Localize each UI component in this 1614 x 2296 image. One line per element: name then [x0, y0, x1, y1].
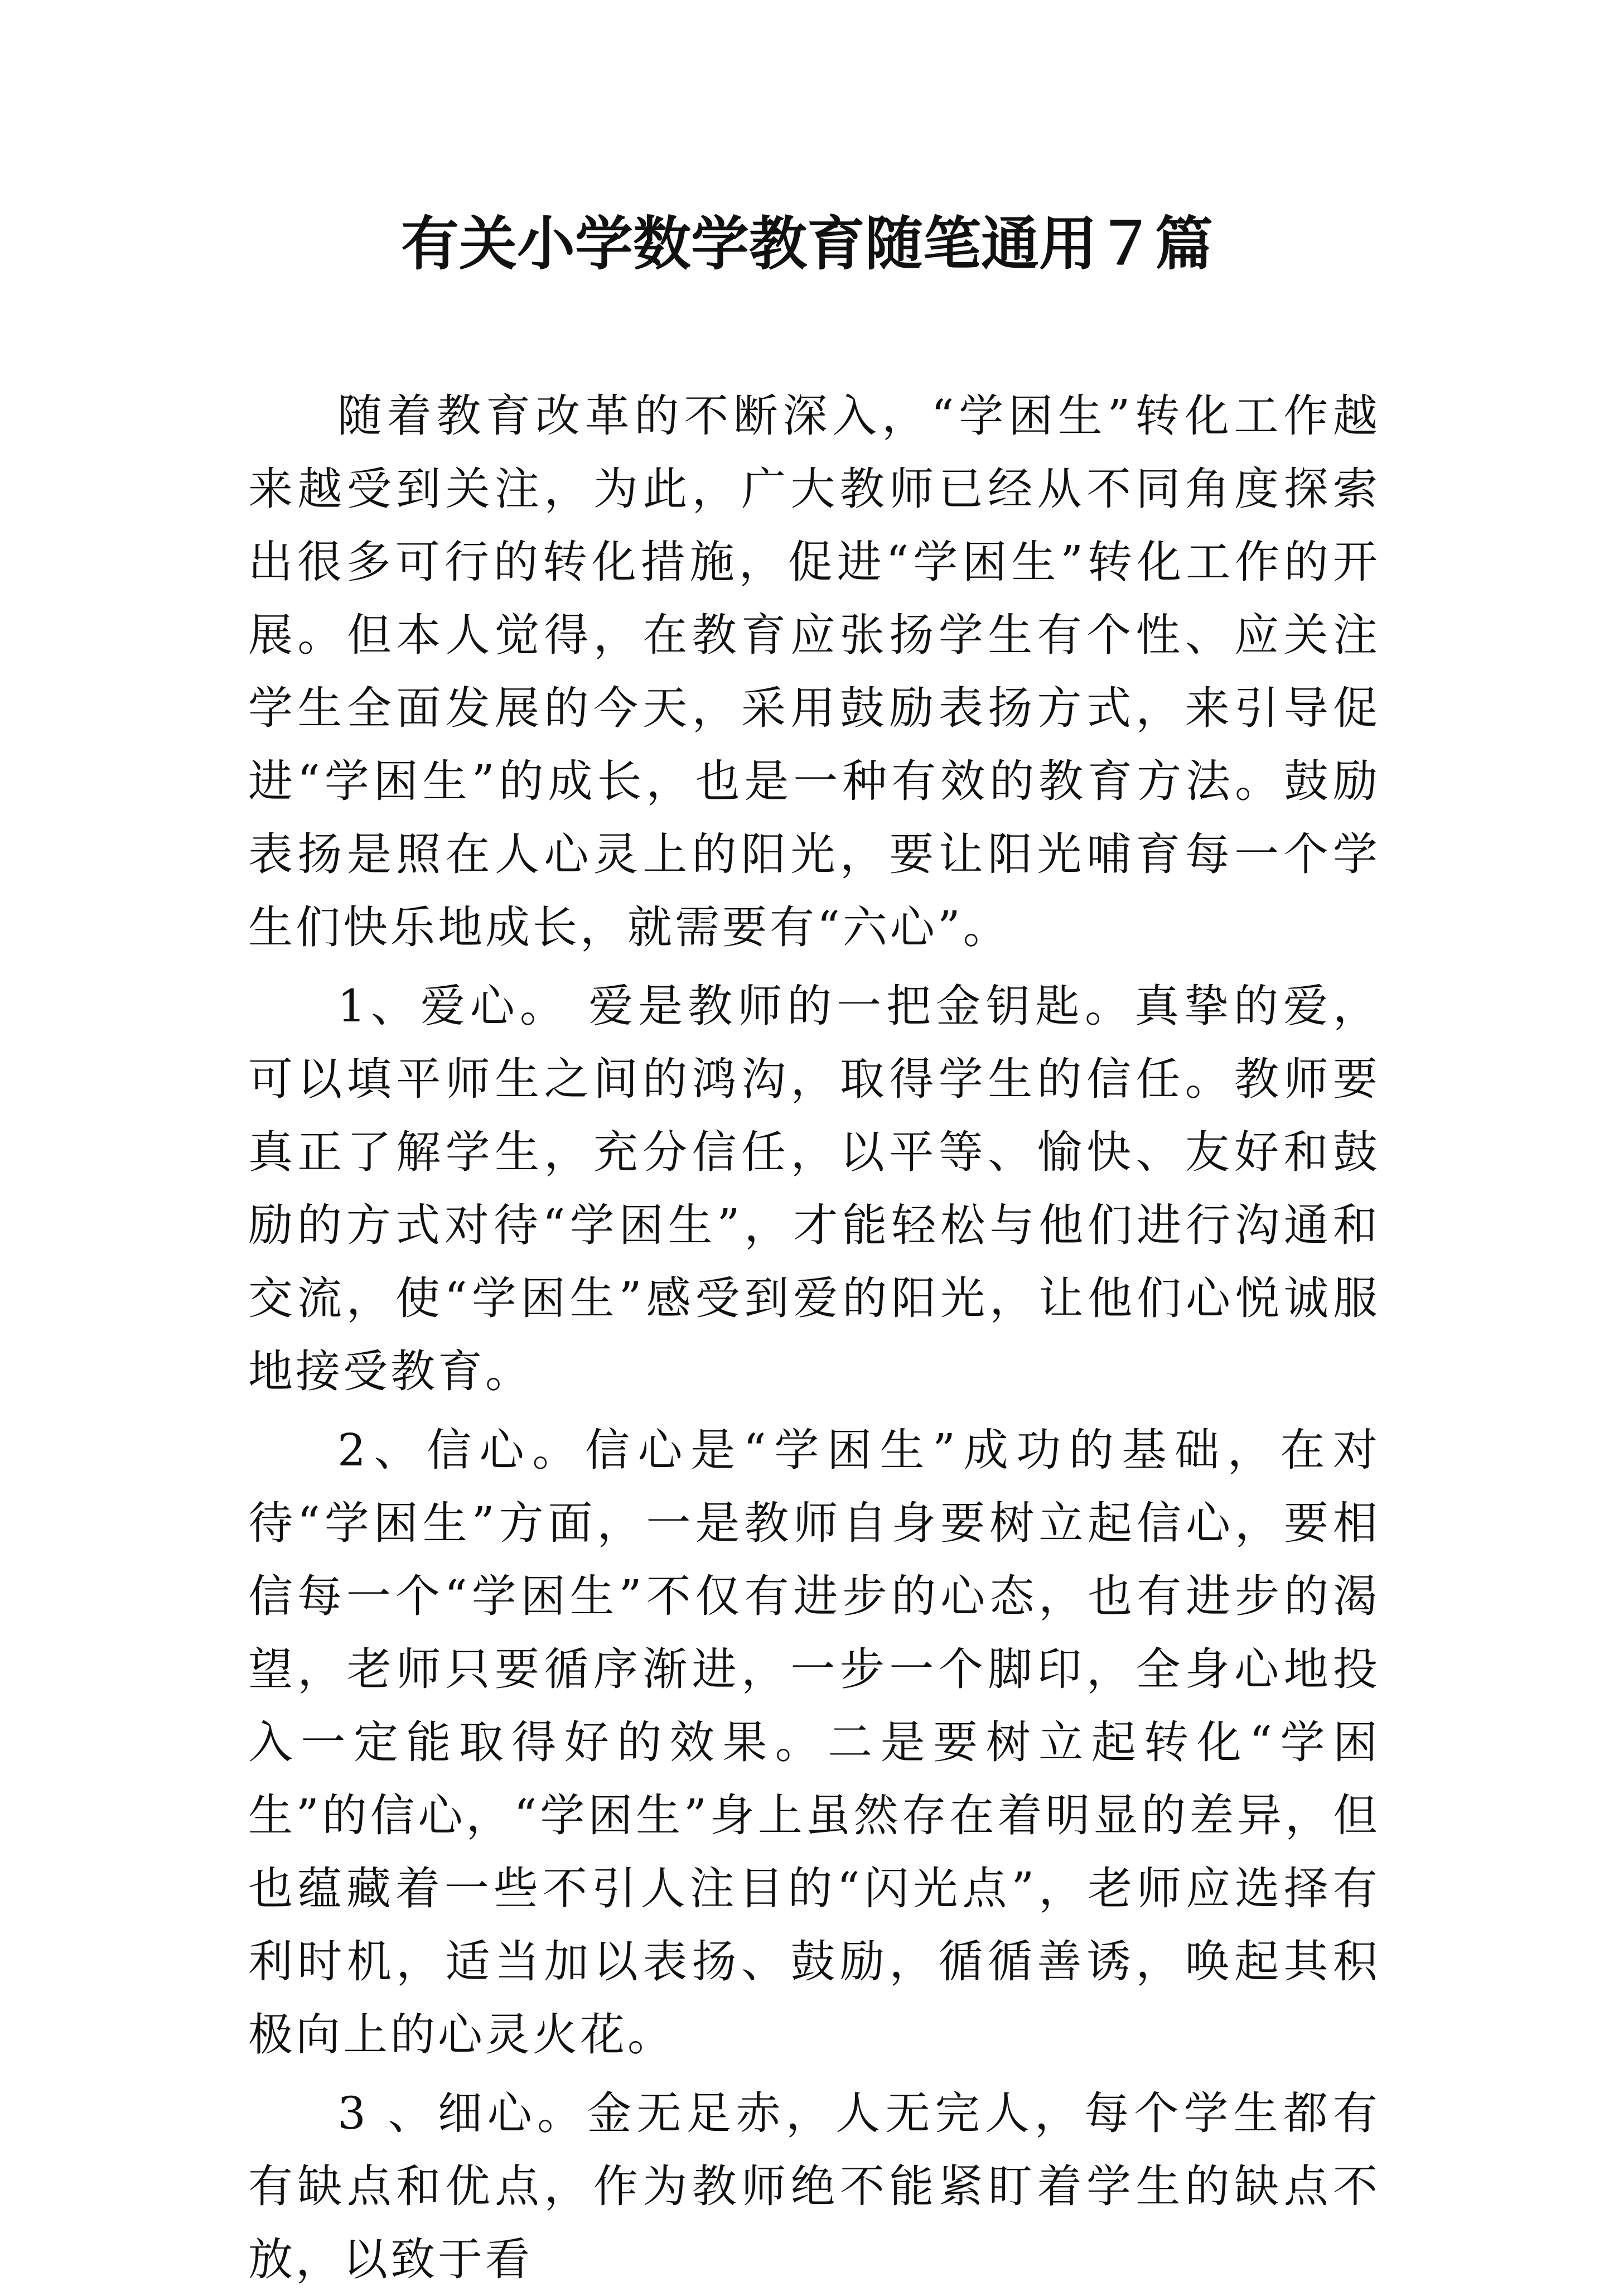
document-title: 有关小学数学教育随笔通用７篇: [400, 209, 1213, 278]
document-body: [248, 379, 1380, 2296]
paragraph-carefulness: 3 、细心。金无足赤，人无完人，每个学生都有有缺点和优点，作为教师绝不能紧盯着学生的缺点不放，以致于看: [248, 2087, 1380, 2285]
paragraph-intro: 随着教育改革的不断深入，“学困生”转化工作越来越受到关注，为此，广大教师已经从不同角度探索出很多可行的转化措施，促进“学困生”转化工作的开展。但本人觉得，在教育应张扬学生有个性、应关注学生全面发展的今天，采用鼓励表扬方式，来引导促进“学困生”的成长，也是一种有效的教育方法。鼓励表扬是照在人心灵上的阳光，要让阳光哺育每一个学生们快乐地成长，就需要有“六心”。: [248, 390, 1380, 953]
paragraph-confidence: 2、信心。信心是“学困生”成功的基础，在对待“学困生”方面，一是教师自身要树立起信心，要相信每一个“学困生”不仅有进步的心态，也有进步的渴望，老师只要循序渐进，一步一个脚印，全身心地投入一定能取得好的效果。二是要树立起转化“学困生”的信心，“学困生”身上虽然存在着明显的差异，但也蕴藏着一些不引人注目的“闪光点”，老师应选择有利时机，适当加以表扬、鼓励，循循善诱，唤起其积极向上的心灵火花。: [248, 1424, 1380, 2061]
paragraph-love: 1、爱心。 爱是教师的一把金钥匙。真挚的爱，可以填平师生之间的鸿沟，取得学生的信任。教师要真正了解学生，充分信任，以平等、愉快、友好和鼓励的方式对待“学困生”，才能轻松与他们进行沟通和交流，使“学困生”感受到爱的阳光，让他们心悦诚服地接受教育。: [248, 980, 1380, 1397]
